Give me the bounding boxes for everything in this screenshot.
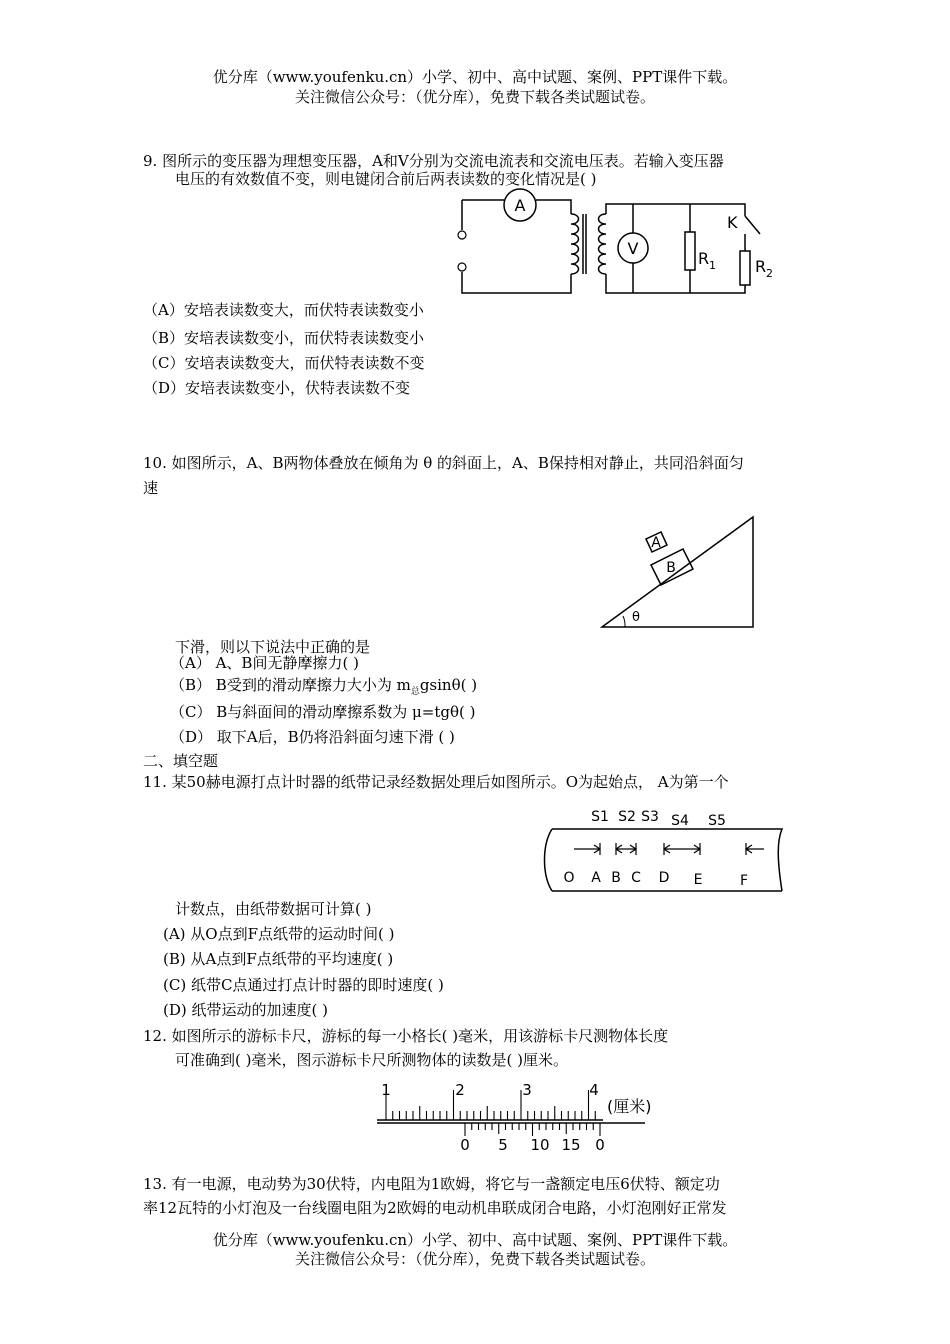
secondary-coil-icon — [599, 214, 607, 274]
q11-option-c: (C) 纸带C点通过打点计时器的即时速度( ) — [163, 976, 444, 994]
segment-label: S5 — [708, 813, 726, 829]
point-label: B — [611, 870, 621, 886]
segment-label: S2 — [618, 809, 636, 825]
resistor-r2-icon — [740, 251, 750, 285]
voltmeter-label: V — [627, 239, 639, 258]
incline-figure — [600, 515, 760, 630]
q13-stem-line-2: 率12瓦特的小灯泡及一台线圈电阻为2欧姆的电动机串联成闭合电路，小灯泡刚好正常发 — [143, 1199, 727, 1217]
q10-stem-line-3: 下滑，则以下说法中正确的是 — [175, 638, 371, 656]
q10-option-c: （C） B与斜面间的滑动摩擦系数为 μ=tgθ( ) — [170, 703, 476, 721]
q9-stem-line-1: 9. 图所示的变压器为理想变压器，A和V分别为交流电流表和交流电压表。若输入变压器 — [143, 152, 724, 170]
q11-stem-line-2: 计数点，由纸带数据可计算( ) — [175, 900, 372, 918]
main-scale-label: 1 — [381, 1081, 391, 1099]
section-title: 二、填空题 — [143, 752, 219, 770]
r1-label: R — [698, 249, 710, 268]
header-line-2: 关注微信公众号：（优分库），免费下载各类试题试卷。 — [294, 88, 655, 106]
main-scale-ticks — [386, 1090, 595, 1120]
r2-label: R — [755, 257, 767, 276]
main-scale-label: 3 — [522, 1081, 532, 1099]
q11-stem-line-1: 11. 某50赫电源打点计时器的纸带记录经数据处理后如图所示。O为起始点， A为第一个 — [143, 773, 729, 791]
block-a-label: A — [651, 535, 661, 551]
segment-label: S1 — [591, 809, 609, 825]
q9-option-b: （B）安培表读数变小，而伏特表读数变小 — [143, 329, 425, 347]
q10-option-b-sub: 总 — [410, 687, 420, 697]
q12-stem-line-2: 可准确到( )毫米，图示游标卡尺所测物体的读数是( )厘米。 — [175, 1051, 568, 1069]
q10-stem-line-1: 10. 如图所示，A、B两物体叠放在倾角为 θ 的斜面上，A、B保持相对静止，共同沿斜面匀 — [143, 454, 744, 472]
tape-figure — [540, 805, 790, 895]
q10-option-d: （D） 取下A后，B仍将沿斜面匀速下滑 ( ) — [170, 728, 455, 746]
q9-stem-line-2: 电压的有效数值不变，则电键闭合前后两表读数的变化情况是( ) — [175, 170, 597, 188]
vernier-caliper-figure — [370, 1078, 670, 1153]
q10-option-b-post: gsinθ( ) — [419, 676, 478, 694]
point-label: D — [658, 870, 670, 886]
point-label: E — [693, 872, 703, 888]
unit-label: (厘米) — [607, 1097, 652, 1116]
main-scale-label: 2 — [455, 1081, 465, 1099]
q9-option-c: （C）安培表读数变大，而伏特表读数不变 — [143, 354, 425, 372]
incline-triangle — [602, 517, 753, 627]
vernier-label: 10 — [530, 1136, 550, 1154]
q11-option-d: (D) 纸带运动的加速度( ) — [163, 1001, 328, 1019]
resistor-r1-icon — [685, 232, 695, 270]
q10-option-a: （A） A、B间无静摩擦力( ) — [170, 654, 359, 672]
q11-option-b: (B) 从A点到F点纸带的平均速度( ) — [163, 950, 394, 968]
point-label: A — [591, 870, 601, 886]
q9-option-d: （D）安培表读数变小，伏特表读数不变 — [143, 379, 411, 397]
q10-option-b-pre: （B） B受到的滑动摩擦力大小为 m — [170, 676, 411, 694]
vernier-label: 15 — [561, 1136, 581, 1154]
footer-line-1: 优分库（www.youfenku.cn）小学、初中、高中试题、案例、PPT课件下载。 — [212, 1231, 738, 1249]
vernier-label: 0 — [460, 1136, 470, 1154]
vernier-scale-ticks — [465, 1123, 600, 1136]
point-label: C — [631, 870, 641, 886]
primary-coil-icon — [571, 214, 579, 274]
footer-line-2: 关注微信公众号：（优分库），免费下载各类试题试卷。 — [294, 1250, 655, 1268]
ammeter-label: A — [514, 196, 526, 215]
q13-stem-line-1: 13. 有一电源，电动势为30伏特，内电阻为1欧姆，将它与一盏额定电压6伏特、额定功 — [143, 1175, 720, 1193]
vernier-label: 0 — [595, 1136, 605, 1154]
main-scale-label: 4 — [589, 1081, 599, 1099]
segment-label: S3 — [641, 809, 659, 825]
vernier-label: 5 — [498, 1136, 508, 1154]
r2-subscript: 2 — [766, 267, 773, 280]
header-line-1: 优分库（www.youfenku.cn）小学、初中、高中试题、案例、PPT课件下载。 — [212, 68, 738, 86]
block-b-label: B — [666, 560, 676, 576]
angle-label: θ — [632, 610, 640, 625]
q11-option-a: (A) 从O点到F点纸带的运动时间( ) — [163, 925, 395, 943]
point-label: O — [563, 870, 575, 886]
transformer-circuit-figure — [455, 188, 795, 298]
q10-stem-line-2: 速 — [143, 479, 159, 497]
q9-option-a: （A）安培表读数变大，而伏特表读数变小 — [143, 301, 424, 319]
r1-subscript: 1 — [709, 259, 716, 272]
switch-label: K — [727, 213, 738, 232]
segment-label: S4 — [671, 813, 689, 829]
point-label: F — [739, 873, 749, 889]
q10-option-b — [170, 674, 477, 697]
q12-stem-line-1: 12. 如图所示的游标卡尺，游标的每一小格长( )毫米，用该游标卡尺测物体长度 — [143, 1027, 669, 1045]
